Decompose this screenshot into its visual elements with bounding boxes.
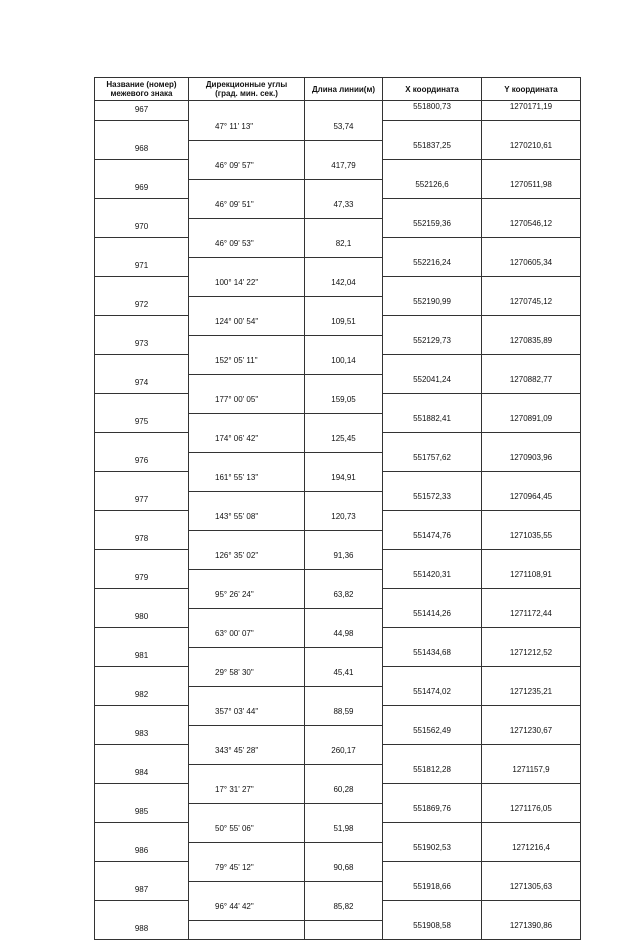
x-coordinate-cell: 551882,41: [383, 413, 482, 433]
empty-length-cell: [305, 413, 383, 433]
x-coordinate-cell: 551869,76: [383, 803, 482, 823]
empty-length-cell: [305, 569, 383, 589]
table-row-point: [95, 413, 581, 433]
empty-angle-cell: [189, 842, 305, 862]
line-length-cell: 109,51: [305, 316, 383, 336]
empty-name-cell: [95, 901, 189, 921]
empty-length-cell: [305, 881, 383, 901]
header-point-name: Название (номер) межевого знака: [95, 78, 189, 101]
bearing-angle-cell: 29° 58' 30": [189, 667, 305, 687]
empty-y-cell: [482, 316, 581, 336]
table-row-segment: [95, 550, 581, 570]
x-coordinate-cell: 551474,76: [383, 530, 482, 550]
empty-length-cell: [305, 491, 383, 511]
table-row-point: [95, 257, 581, 277]
y-coordinate-cell: 1271108,91: [482, 569, 581, 589]
table-row-point: [95, 530, 581, 550]
point-name-cell: 988: [95, 920, 189, 940]
empty-y-cell: [482, 355, 581, 375]
line-length-cell: 85,82: [305, 901, 383, 921]
table-row-segment: [95, 277, 581, 297]
table-row-segment: [95, 862, 581, 882]
table-row-segment: [95, 238, 581, 258]
empty-y-cell: [482, 901, 581, 921]
empty-x-cell: [383, 667, 482, 687]
empty-angle-cell: [189, 764, 305, 784]
point-name-cell: 969: [95, 179, 189, 199]
empty-name-cell: [95, 394, 189, 414]
empty-x-cell: [383, 121, 482, 141]
bearing-angle-cell: 79° 45' 12": [189, 862, 305, 882]
x-coordinate-cell: 551918,66: [383, 881, 482, 901]
y-coordinate-cell: 1271305,63: [482, 881, 581, 901]
empty-length-cell: [305, 608, 383, 628]
x-coordinate-cell: 551908,58: [383, 920, 482, 940]
line-length-cell: 90,68: [305, 862, 383, 882]
point-name-cell: 978: [95, 530, 189, 550]
table-row-segment: [95, 160, 581, 180]
y-coordinate-cell: 1270891,09: [482, 413, 581, 433]
coordinates-sheet: [94, 77, 580, 940]
y-coordinate-cell: 1270964,45: [482, 491, 581, 511]
empty-y-cell: [482, 862, 581, 882]
empty-name-cell: [95, 277, 189, 297]
line-length-cell: 159,05: [305, 394, 383, 414]
point-name-cell: 979: [95, 569, 189, 589]
empty-angle-cell: [189, 647, 305, 667]
line-length-cell: 53,74: [305, 121, 383, 141]
table-header-row: [95, 78, 581, 101]
y-coordinate-cell: 1270210,61: [482, 140, 581, 160]
y-coordinate-cell: 1270546,12: [482, 218, 581, 238]
bearing-angle-cell: 343° 45' 28": [189, 745, 305, 765]
empty-name-cell: [95, 199, 189, 219]
empty-y-cell: [482, 589, 581, 609]
empty-x-cell: [383, 550, 482, 570]
empty-angle-cell: [189, 569, 305, 589]
bearing-angle-cell: 100° 14' 22": [189, 277, 305, 297]
empty-angle-cell: [189, 491, 305, 511]
empty-y-cell: [482, 433, 581, 453]
y-coordinate-cell: 1270903,96: [482, 452, 581, 472]
x-coordinate-cell: 551572,33: [383, 491, 482, 511]
table-row-point: [95, 920, 581, 940]
empty-length-cell: [305, 530, 383, 550]
table-row-segment: [95, 823, 581, 843]
y-coordinate-cell: 1271035,55: [482, 530, 581, 550]
empty-length-cell: [305, 920, 383, 940]
empty-y-cell: [482, 199, 581, 219]
bearing-angle-cell: 63° 00' 07": [189, 628, 305, 648]
line-length-cell: 91,36: [305, 550, 383, 570]
empty-y-cell: [482, 628, 581, 648]
y-coordinate-cell: 1271230,67: [482, 725, 581, 745]
line-length-cell: 125,45: [305, 433, 383, 453]
y-coordinate-cell: 1270171,19: [482, 101, 581, 121]
empty-length-cell: [305, 842, 383, 862]
point-name-cell: 976: [95, 452, 189, 472]
point-name-cell: 987: [95, 881, 189, 901]
bearing-angle-cell: 177° 00' 05": [189, 394, 305, 414]
header-x-coordinate: X координата: [383, 78, 482, 101]
bearing-angle-cell: 17° 31' 27": [189, 784, 305, 804]
empty-angle-cell: [189, 218, 305, 238]
bearing-angle-cell: 152° 05' 11": [189, 355, 305, 375]
empty-length-cell: [305, 218, 383, 238]
empty-length-cell: [305, 725, 383, 745]
table-row-segment: [95, 121, 581, 141]
line-length-cell: 260,17: [305, 745, 383, 765]
empty-angle-cell: [189, 413, 305, 433]
x-coordinate-cell: 551757,62: [383, 452, 482, 472]
y-coordinate-cell: 1270605,34: [482, 257, 581, 277]
empty-length-cell: [305, 140, 383, 160]
table-body: [95, 101, 581, 940]
empty-y-cell: [482, 160, 581, 180]
x-coordinate-cell: 551434,68: [383, 647, 482, 667]
empty-angle-cell: [189, 608, 305, 628]
header-line-length: Длина линии(м): [305, 78, 383, 101]
empty-name-cell: [95, 745, 189, 765]
empty-angle-cell: [189, 725, 305, 745]
table-row-segment: [95, 199, 581, 219]
bearing-angle-cell: 47° 11' 13": [189, 121, 305, 141]
point-name-cell: 984: [95, 764, 189, 784]
empty-name-cell: [95, 784, 189, 804]
point-name-cell: 973: [95, 335, 189, 355]
line-length-cell: 45,41: [305, 667, 383, 687]
header-y-coordinate: Y координата: [482, 78, 581, 101]
empty-x-cell: [383, 433, 482, 453]
x-coordinate-cell: 551800,73: [383, 101, 482, 121]
empty-name-cell: [95, 628, 189, 648]
empty-name-cell: [95, 316, 189, 336]
line-length-cell: 417,79: [305, 160, 383, 180]
x-coordinate-cell: 551420,31: [383, 569, 482, 589]
empty-x-cell: [383, 394, 482, 414]
empty-x-cell: [383, 706, 482, 726]
table-row-segment: [95, 355, 581, 375]
empty-angle-cell: [189, 686, 305, 706]
empty-name-cell: [95, 823, 189, 843]
empty-y-cell: [482, 550, 581, 570]
y-coordinate-cell: 1270882,77: [482, 374, 581, 394]
bearing-angle-cell: 124° 00' 54": [189, 316, 305, 336]
line-length-cell: 60,28: [305, 784, 383, 804]
empty-x-cell: [383, 238, 482, 258]
point-name-cell: 982: [95, 686, 189, 706]
empty-length-cell: [305, 374, 383, 394]
point-name-cell: 986: [95, 842, 189, 862]
x-coordinate-cell: 552041,24: [383, 374, 482, 394]
empty-angle-cell: [189, 179, 305, 199]
empty-angle-cell: [189, 101, 305, 121]
point-name-cell: 971: [95, 257, 189, 277]
y-coordinate-cell: 1271212,52: [482, 647, 581, 667]
table-row-point: [95, 686, 581, 706]
empty-length-cell: [305, 179, 383, 199]
table-row-segment: [95, 394, 581, 414]
x-coordinate-cell: 551474,02: [383, 686, 482, 706]
table-row-segment: [95, 511, 581, 531]
empty-angle-cell: [189, 257, 305, 277]
empty-x-cell: [383, 823, 482, 843]
x-coordinate-cell: 551414,26: [383, 608, 482, 628]
table-row-point: [95, 179, 581, 199]
empty-name-cell: [95, 550, 189, 570]
x-coordinate-cell: 552216,24: [383, 257, 482, 277]
empty-length-cell: [305, 803, 383, 823]
bearing-angle-cell: 174° 06' 42": [189, 433, 305, 453]
table-row-point: [95, 569, 581, 589]
x-coordinate-cell: 552159,36: [383, 218, 482, 238]
empty-angle-cell: [189, 452, 305, 472]
table-row-point: [95, 452, 581, 472]
point-name-cell: 985: [95, 803, 189, 823]
bearing-angle-cell: 126° 35' 02": [189, 550, 305, 570]
empty-y-cell: [482, 745, 581, 765]
empty-y-cell: [482, 511, 581, 531]
bearing-angle-cell: 50° 55' 06": [189, 823, 305, 843]
bearing-angle-cell: 143° 55' 08": [189, 511, 305, 531]
empty-name-cell: [95, 589, 189, 609]
empty-name-cell: [95, 862, 189, 882]
table-row-segment: [95, 472, 581, 492]
point-name-cell: 972: [95, 296, 189, 316]
line-length-cell: 100,14: [305, 355, 383, 375]
table-row-segment: [95, 589, 581, 609]
empty-y-cell: [482, 706, 581, 726]
x-coordinate-cell: 552126,6: [383, 179, 482, 199]
empty-x-cell: [383, 745, 482, 765]
bearing-angle-cell: 161° 55' 13": [189, 472, 305, 492]
empty-angle-cell: [189, 335, 305, 355]
empty-y-cell: [482, 277, 581, 297]
table-row-segment: [95, 706, 581, 726]
empty-x-cell: [383, 277, 482, 297]
table-row-segment: [95, 316, 581, 336]
empty-y-cell: [482, 667, 581, 687]
bearing-angle-cell: 96° 44' 42": [189, 901, 305, 921]
bearing-angle-cell: 95° 26' 24": [189, 589, 305, 609]
header-bearing-angle: Дирекционные углы (град. мин. сек.): [189, 78, 305, 101]
empty-x-cell: [383, 160, 482, 180]
table-row-segment: [95, 628, 581, 648]
table-row-point: [95, 101, 581, 121]
table-row-point: [95, 647, 581, 667]
empty-name-cell: [95, 511, 189, 531]
line-length-cell: 142,04: [305, 277, 383, 297]
table-row-point: [95, 842, 581, 862]
table-row-point: [95, 296, 581, 316]
empty-angle-cell: [189, 920, 305, 940]
y-coordinate-cell: 1271157,9: [482, 764, 581, 784]
table-row-point: [95, 725, 581, 745]
x-coordinate-cell: 551902,53: [383, 842, 482, 862]
point-name-cell: 974: [95, 374, 189, 394]
empty-name-cell: [95, 706, 189, 726]
point-name-cell: 968: [95, 140, 189, 160]
y-coordinate-cell: 1271390,86: [482, 920, 581, 940]
bearing-angle-cell: 46° 09' 51": [189, 199, 305, 219]
line-length-cell: 88,59: [305, 706, 383, 726]
empty-y-cell: [482, 238, 581, 258]
y-coordinate-cell: 1271172,44: [482, 608, 581, 628]
y-coordinate-cell: 1271216,4: [482, 842, 581, 862]
point-name-cell: 981: [95, 647, 189, 667]
empty-length-cell: [305, 296, 383, 316]
line-length-cell: 63,82: [305, 589, 383, 609]
empty-x-cell: [383, 589, 482, 609]
table-row-point: [95, 608, 581, 628]
table-row-point: [95, 764, 581, 784]
empty-angle-cell: [189, 803, 305, 823]
empty-length-cell: [305, 257, 383, 277]
empty-x-cell: [383, 901, 482, 921]
empty-y-cell: [482, 823, 581, 843]
table-row-segment: [95, 745, 581, 765]
empty-y-cell: [482, 121, 581, 141]
table-row-segment: [95, 433, 581, 453]
empty-x-cell: [383, 784, 482, 804]
empty-name-cell: [95, 238, 189, 258]
x-coordinate-cell: 552129,73: [383, 335, 482, 355]
x-coordinate-cell: 552190,99: [383, 296, 482, 316]
empty-y-cell: [482, 472, 581, 492]
empty-length-cell: [305, 101, 383, 121]
table-row-point: [95, 881, 581, 901]
y-coordinate-cell: 1271176,05: [482, 803, 581, 823]
table-row-point: [95, 140, 581, 160]
point-name-cell: 970: [95, 218, 189, 238]
point-name-cell: 967: [95, 101, 189, 121]
point-name-cell: 975: [95, 413, 189, 433]
boundary-coordinates-table: [94, 77, 581, 940]
table-row-segment: [95, 901, 581, 921]
table-row-point: [95, 803, 581, 823]
empty-y-cell: [482, 784, 581, 804]
table-row-point: [95, 374, 581, 394]
y-coordinate-cell: 1270745,12: [482, 296, 581, 316]
empty-name-cell: [95, 121, 189, 141]
empty-name-cell: [95, 355, 189, 375]
point-name-cell: 983: [95, 725, 189, 745]
empty-angle-cell: [189, 881, 305, 901]
empty-length-cell: [305, 764, 383, 784]
line-length-cell: 47,33: [305, 199, 383, 219]
line-length-cell: 120,73: [305, 511, 383, 531]
empty-y-cell: [482, 394, 581, 414]
empty-name-cell: [95, 433, 189, 453]
empty-angle-cell: [189, 374, 305, 394]
bearing-angle-cell: 46° 09' 53": [189, 238, 305, 258]
line-length-cell: 51,98: [305, 823, 383, 843]
empty-x-cell: [383, 199, 482, 219]
x-coordinate-cell: 551562,49: [383, 725, 482, 745]
empty-length-cell: [305, 686, 383, 706]
empty-angle-cell: [189, 140, 305, 160]
point-name-cell: 980: [95, 608, 189, 628]
table-row-point: [95, 218, 581, 238]
bearing-angle-cell: 357° 03' 44": [189, 706, 305, 726]
table-row-point: [95, 491, 581, 511]
empty-name-cell: [95, 667, 189, 687]
line-length-cell: 44,98: [305, 628, 383, 648]
y-coordinate-cell: 1270835,89: [482, 335, 581, 355]
table-row-segment: [95, 667, 581, 687]
empty-x-cell: [383, 472, 482, 492]
y-coordinate-cell: 1270511,98: [482, 179, 581, 199]
empty-x-cell: [383, 355, 482, 375]
x-coordinate-cell: 551812,28: [383, 764, 482, 784]
empty-name-cell: [95, 472, 189, 492]
point-name-cell: 977: [95, 491, 189, 511]
empty-angle-cell: [189, 296, 305, 316]
x-coordinate-cell: 551837,25: [383, 140, 482, 160]
empty-x-cell: [383, 511, 482, 531]
empty-x-cell: [383, 628, 482, 648]
empty-name-cell: [95, 160, 189, 180]
empty-x-cell: [383, 316, 482, 336]
empty-length-cell: [305, 335, 383, 355]
bearing-angle-cell: 46° 09' 57": [189, 160, 305, 180]
y-coordinate-cell: 1271235,21: [482, 686, 581, 706]
empty-length-cell: [305, 647, 383, 667]
table-row-segment: [95, 784, 581, 804]
table-row-point: [95, 335, 581, 355]
line-length-cell: 194,91: [305, 472, 383, 492]
empty-length-cell: [305, 452, 383, 472]
line-length-cell: 82,1: [305, 238, 383, 258]
empty-x-cell: [383, 862, 482, 882]
empty-angle-cell: [189, 530, 305, 550]
